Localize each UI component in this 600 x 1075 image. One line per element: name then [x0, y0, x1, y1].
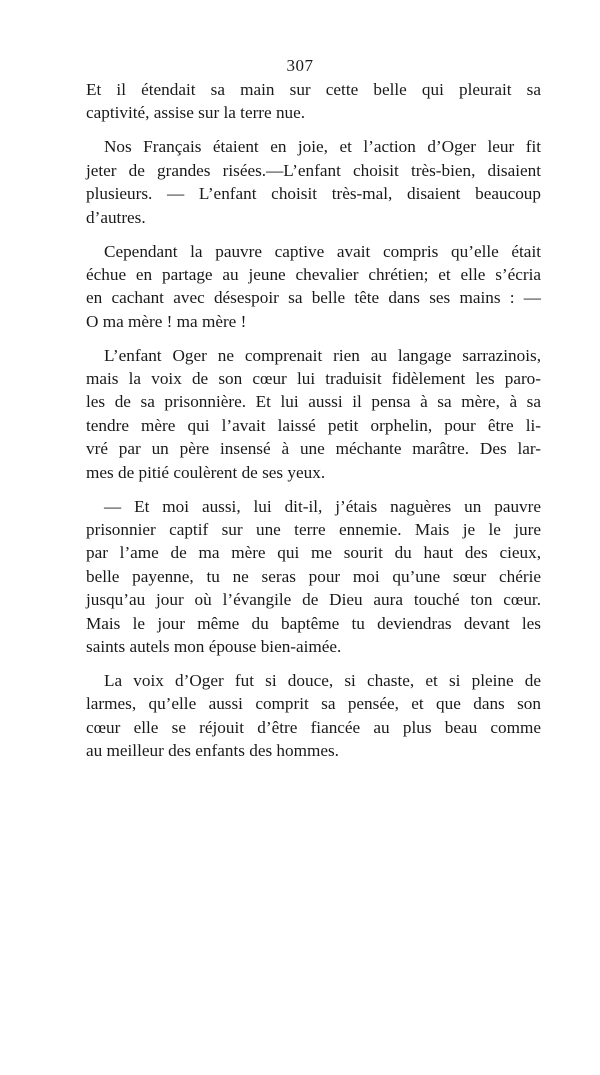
text-line: vré par un père insensé à une méchante marâtre. Des lar- — [86, 439, 541, 459]
paragraph — [86, 78, 541, 125]
text-line: en cachant avec désespoir sa belle tête dans ses mains : — — [86, 288, 541, 308]
text-line: jeter de grandes risées.—L’enfant choisit très-bien, disaient — [86, 160, 541, 180]
text-line: d’autres. — [86, 207, 146, 227]
body-text — [86, 78, 541, 773]
text-line: captivité, assise sur la terre nue. — [86, 103, 306, 123]
text-line: Cependant la pauvre captive avait compris qu’elle était — [104, 241, 541, 261]
text-line: Nos Français étaient en joie, et l’action d’Oger leur fit — [104, 137, 541, 157]
text-line: jusqu’au jour où l’évangile de Dieu aura touché ton cœur. — [86, 590, 541, 610]
text-line: plusieurs. — L’enfant choisit très-mal, disaient beaucoup — [86, 184, 541, 204]
text-line: cœur elle se réjouit d’être fiancée au plus beau comme — [86, 717, 541, 737]
paragraph — [86, 135, 541, 229]
text-line: prisonnier captif sur une terre ennemie. Mais je le jure — [86, 520, 541, 540]
text-line: La voix d’Oger fut si douce, si chaste, et si pleine de — [104, 670, 541, 690]
text-line: saints autels mon épouse bien-aimée. — [86, 636, 342, 656]
text-line: larmes, qu’elle aussi comprit sa pensée, et que dans son — [86, 694, 541, 714]
text-line: au meilleur des enfants des hommes. — [86, 741, 339, 761]
text-line: mes de pitié coulèrent de ses yeux. — [86, 462, 326, 482]
text-line: Mais le jour même du baptême tu deviendras devant les — [86, 613, 541, 633]
text-line: — Et moi aussi, lui dit-il, j’étais naguères un pauvre — [104, 496, 541, 516]
text-line: Et il étendait sa main sur cette belle qui pleurait sa — [86, 80, 541, 99]
text-line: échue en partage au jeune chevalier chrétien; et elle s’écria — [86, 264, 541, 284]
text-line: O ma mère ! ma mère ! — [86, 311, 247, 331]
text-line: tendre mère qui l’avait laissé petit orphelin, pour être li- — [86, 415, 541, 435]
paragraph — [86, 344, 541, 484]
page-number: 307 — [286, 56, 314, 75]
text-line: par l’ame de ma mère qui me sourit du haut des cieux, — [86, 543, 541, 563]
text-line: mais la voix de son cœur lui traduisit fidèlement les paro- — [86, 369, 541, 389]
text-line: les de sa prisonnière. Et lui aussi il pensa à sa mère, à sa — [86, 392, 541, 412]
paragraph — [86, 669, 541, 763]
paragraph — [86, 495, 541, 659]
text-line: L’enfant Oger ne comprenait rien au langage sarrazinois, — [104, 345, 541, 365]
paragraph — [86, 240, 541, 334]
text-line: belle payenne, tu ne seras pour moi qu’une sœur chérie — [86, 566, 541, 586]
